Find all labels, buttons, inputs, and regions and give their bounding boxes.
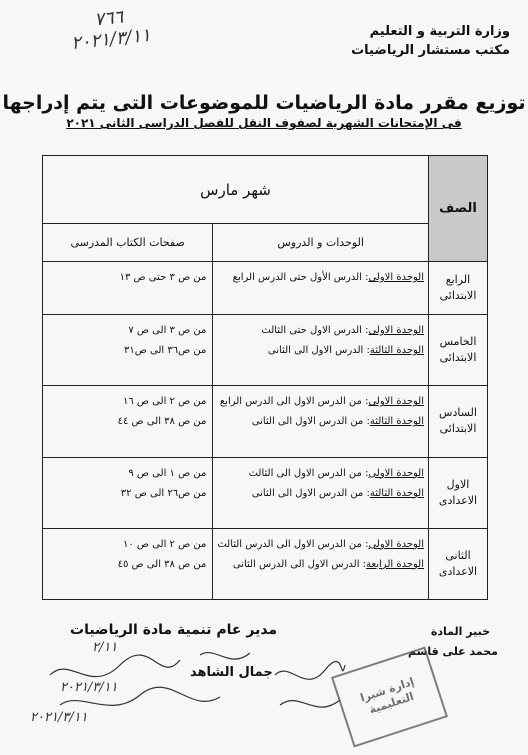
units-cell: [213, 315, 429, 386]
page-range: من ص ٣ حتى ص ١٣: [119, 272, 207, 284]
office-name: مكتب مستشار الرياضيات: [351, 43, 510, 58]
ministry-header: [351, 22, 510, 60]
unit-name: الوحدة الثالثة: [369, 345, 424, 357]
director-name: جمال الشاهد: [190, 665, 273, 680]
page-range: من ص ٣٨ الى ص ٤٤: [117, 416, 207, 428]
grade-cell: الرابع الابتدائى: [429, 262, 488, 315]
grade-cell: الاول الاعدادى: [429, 457, 488, 528]
unit-lessons: : من الدرس الاول الى الدرس الرابع: [219, 396, 369, 408]
grade-row: [43, 315, 488, 386]
unit-name: الوحدة الثالثة: [369, 487, 424, 499]
handwritten-date-2: ٢٠٢١/٣/١١: [60, 680, 118, 695]
page-range: من ص ٣ الى ص ٧: [128, 325, 207, 337]
unit-name: الوحدة الاولى: [368, 272, 424, 284]
unit-line: [217, 392, 424, 412]
units-column-header: الوحدات و الدروس: [213, 224, 429, 262]
pages-cell: [43, 315, 213, 386]
unit-lessons: : من الدرس الاول الى الثانى: [251, 416, 370, 428]
unit-name: الوحدة الاولى: [368, 396, 424, 408]
grade-cell: الثانى الاعدادى: [429, 528, 488, 599]
pages-cell: [43, 386, 213, 457]
unit-lessons: : الدرس الاول الى الدرس الثانى: [232, 558, 367, 570]
grade-row: [43, 528, 488, 599]
director-label: مدير عام تنمية مادة الرياضيات: [70, 622, 278, 638]
grade-row: [43, 262, 488, 315]
grade-row: [43, 386, 488, 457]
unit-line: [217, 341, 424, 361]
pages-cell: [43, 457, 213, 528]
unit-line: [217, 268, 424, 288]
expert-name: محمد على قاسم: [407, 645, 498, 658]
unit-lessons: : الدرس الاول حتى الثالث: [261, 325, 369, 337]
grade-row: [43, 457, 488, 528]
units-cell: [213, 386, 429, 457]
unit-name: الوحدة الاولى: [368, 538, 424, 550]
handwritten-registration-note: ٧٦٦ ٢٠٢١/٣/١١: [70, 6, 152, 55]
page-range: من ص ١ الى ص ٩: [128, 467, 207, 479]
unit-name: الوحدة الاولى: [368, 467, 424, 479]
units-cell: [213, 262, 429, 315]
unit-line: [217, 484, 424, 504]
page-range: من ص ٣٨ الى ص ٤٥: [117, 558, 207, 570]
units-cell: [213, 528, 429, 599]
pages-column-header: صفحات الكتاب المدرسى: [43, 224, 213, 262]
handwritten-date-3: ٢٠٢١/٣/١١: [30, 710, 88, 725]
grade-cell: السادس الابتدائى: [429, 386, 488, 457]
pages-cell: [43, 262, 213, 315]
grade-column-header: الصف: [429, 156, 488, 262]
unit-lessons: : من الدرس الاول الى الدرس الثالث: [217, 538, 369, 550]
grade-cell: الخامس الابتدائى: [429, 315, 488, 386]
unit-line: [217, 555, 424, 575]
expert-label: خبير المادة: [430, 625, 490, 638]
page-range: من ص ٢ الى ص ١٦: [122, 396, 207, 408]
unit-lessons: : الدرس الأول حتى الدرس الرابع: [232, 272, 369, 284]
unit-line: [217, 535, 424, 555]
unit-name: الوحدة الثالثة: [369, 416, 424, 428]
unit-name: الوحدة الاولى: [368, 325, 424, 337]
unit-lessons: : الدرس الاول الى الثانى: [267, 345, 370, 357]
unit-name: الوحدة الرابعة: [366, 558, 424, 570]
page-range: من ص٣٦ الى ص٣١: [123, 345, 207, 357]
stamp-text: إدارة شبرا التعليمية: [358, 675, 416, 717]
document-subtitle: فى الإمتحانات الشهرية لصفوف النقل للفصل الدراسى الثانى ٢٠٢١: [66, 116, 462, 130]
curriculum-table: [42, 155, 488, 600]
unit-line: [217, 321, 424, 341]
handwritten-date-1: ٢/١١: [92, 640, 118, 655]
page-range: من ص ٢ الى ص ١٠: [122, 538, 207, 550]
unit-lessons: : من الدرس الاول الى الثانى: [251, 487, 370, 499]
ministry-name: وزارة التربية و التعليم: [369, 24, 510, 39]
pages-cell: [43, 528, 213, 599]
unit-lessons: : من الدرس الاول الى الثالث: [248, 467, 369, 479]
month-header: شهر مارس: [43, 156, 429, 224]
page-range: من ص٢٦ الى ص ٣٢: [120, 487, 207, 499]
units-cell: [213, 457, 429, 528]
document-title: توزيع مقرر مادة الرياضيات للموضوعات التى يتم إدراجها: [2, 92, 526, 114]
unit-line: [217, 412, 424, 432]
unit-line: [217, 464, 424, 484]
